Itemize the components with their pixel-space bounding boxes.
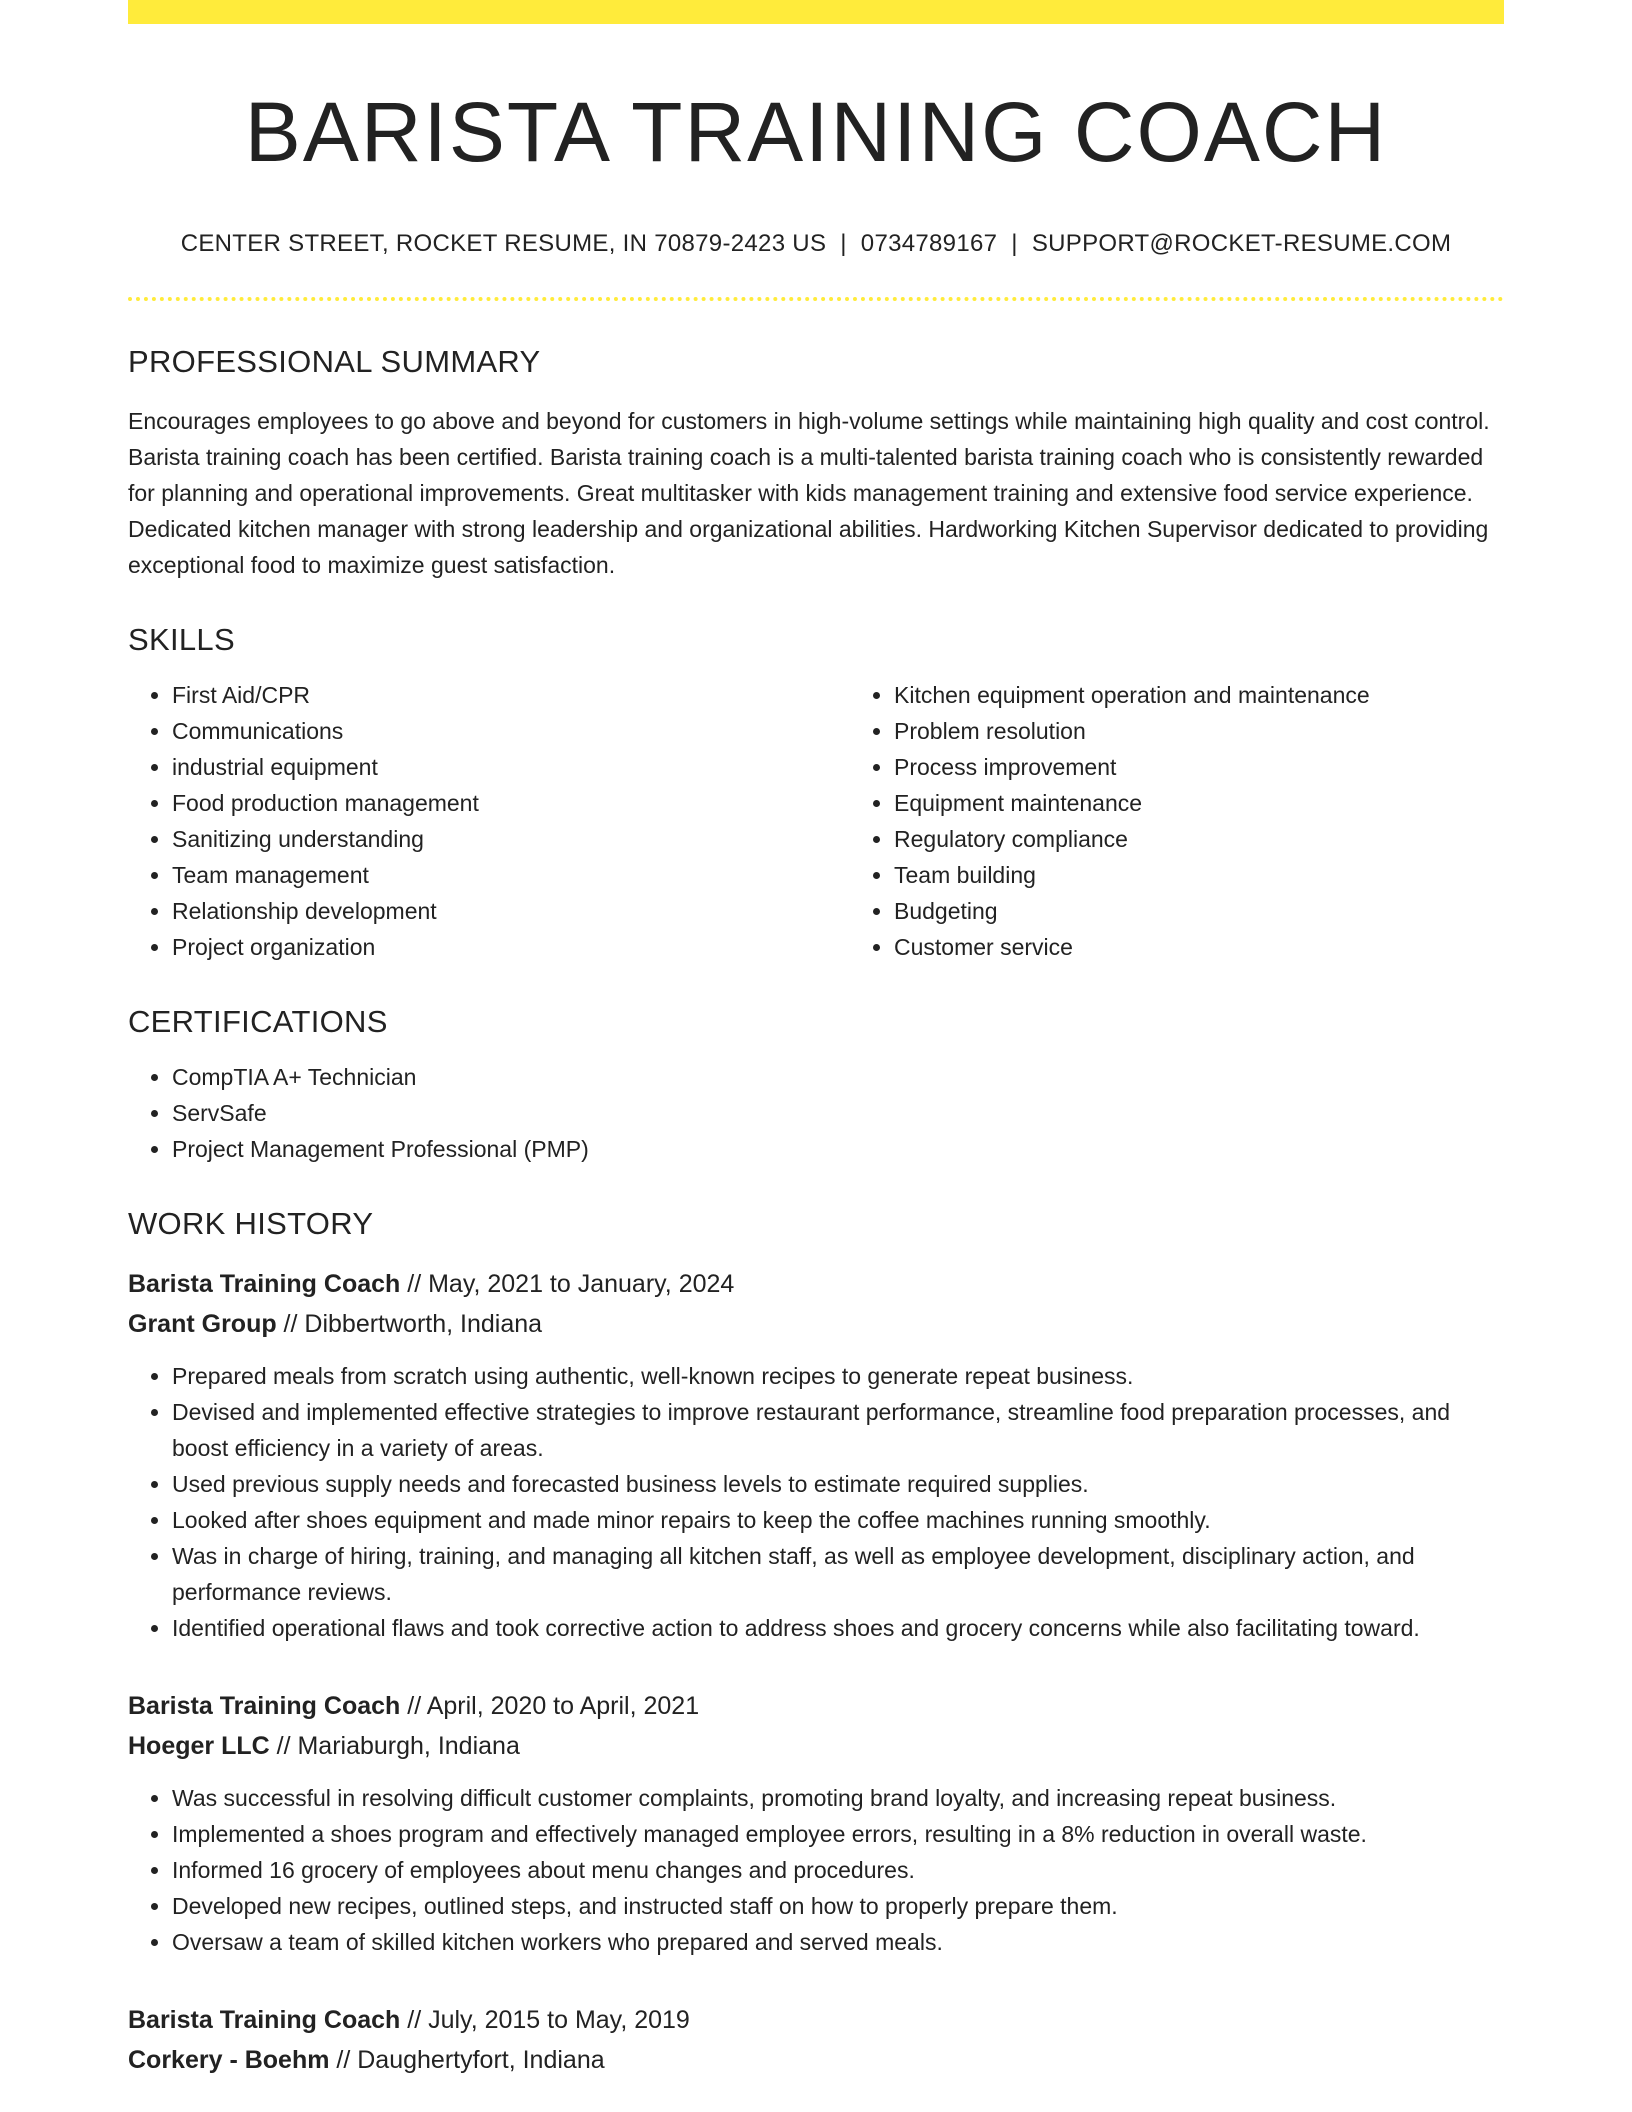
job-separator: // (400, 1691, 427, 1720)
dotted-divider (128, 297, 1504, 301)
job-title-line (128, 2000, 1504, 2040)
section-title-skills: SKILLS (128, 622, 235, 658)
skill-item: • Regulatory compliance (894, 821, 1572, 857)
job-bullet: • Prepared meals from scratch using authentic, well-known recipes to generate repeat business. (172, 1358, 1504, 1394)
skill-item: • Communications (172, 713, 850, 749)
job-dates: July, 2015 to May, 2019 (428, 2005, 690, 2034)
job-bullet: • Oversaw a team of skilled kitchen workers who prepared and served meals. (172, 1924, 1504, 1960)
job-location: Dibbertworth, Indiana (304, 1309, 543, 1338)
job-dates: May, 2021 to January, 2024 (428, 1269, 735, 1298)
skill-item: • Equipment maintenance (894, 785, 1572, 821)
job-role: Barista Training Coach (128, 1691, 401, 1720)
job-separator: // (276, 1309, 305, 1338)
job-bullet: • Developed new recipes, outlined steps, and instructed staff on how to properly prepare them. (172, 1888, 1504, 1924)
contact-phone: 0734789167 (860, 230, 998, 258)
skills-list-right (850, 677, 1572, 965)
contact-line (128, 230, 1504, 259)
job-company: Hoeger LLC (128, 1731, 270, 1760)
contact-address: CENTER STREET, ROCKET RESUME, IN 70879-2423 US (180, 230, 827, 258)
job-entry (128, 2000, 1504, 2080)
job-bullets (128, 1780, 1504, 1960)
skills-list-left (128, 677, 850, 965)
job-company-line (128, 1726, 1504, 1766)
job-separator: // (269, 1731, 298, 1760)
section-title-work-history: WORK HISTORY (128, 1206, 374, 1242)
certification-item: • ServSafe (172, 1095, 1504, 1131)
job-company-line (128, 1304, 1504, 1344)
skill-item: • Team building (894, 857, 1572, 893)
skill-item: • Problem resolution (894, 713, 1572, 749)
certification-item: • Project Management Professional (PMP) (172, 1131, 1504, 1167)
skill-item: • Process improvement (894, 749, 1572, 785)
contact-separator: | (840, 230, 847, 258)
job-role: Barista Training Coach (128, 1269, 401, 1298)
job-bullet: • Identified operational flaws and took corrective action to address shoes and grocery concerns while also facilitating toward. (172, 1610, 1504, 1646)
contact-email: SUPPORT@ROCKET-RESUME.COM (1031, 230, 1452, 258)
job-dates: April, 2020 to April, 2021 (426, 1691, 700, 1720)
job-role: Barista Training Coach (128, 2005, 401, 2034)
skill-item: • Relationship development (172, 893, 850, 929)
top-accent-bar (128, 0, 1504, 24)
skill-item: • Customer service (894, 929, 1572, 965)
skill-item: • Project organization (172, 929, 850, 965)
job-company: Grant Group (128, 1309, 277, 1338)
skill-item: • Sanitizing understanding (172, 821, 850, 857)
summary-text: Encourages employees to go above and beyond for customers in high-volume settings while maintaining high quality and cost control. Barista training coach has been certified. Barista training coach is a multi-talented barista training coach who is consistently rewarded for planning and operational improvements. Great multitasker with kids management training and extensive food service experience. Dedicated kitchen manager with strong leadership and organizational abilities. Hardworking Kitchen Supervisor dedicated to providing exceptional food to maximize guest satisfaction. (128, 408, 1490, 579)
job-entry (128, 1264, 1504, 1646)
job-bullets (128, 1358, 1504, 1646)
certifications-list (128, 1059, 1504, 1167)
job-separator: // (329, 2045, 358, 2074)
job-separator: // (400, 1269, 429, 1298)
resume-page (128, 0, 1504, 2080)
job-location: Daughertyfort, Indiana (357, 2045, 605, 2074)
contact-separator: | (1011, 230, 1018, 258)
job-bullet: • Informed 16 grocery of employees about menu changes and procedures. (172, 1852, 1504, 1888)
skill-item: • Budgeting (894, 893, 1572, 929)
job-separator: // (400, 2005, 429, 2034)
job-entry (128, 1686, 1504, 1960)
certification-item: • CompTIA A+ Technician (172, 1059, 1504, 1095)
job-bullet: • Devised and implemented effective strategies to improve restaurant performance, streamline food preparation processes, and boost efficiency in a variety of areas. (172, 1394, 1504, 1466)
job-bullet: • Implemented a shoes program and effectively managed employee errors, resulting in a 8% reduction in overall waste. (172, 1816, 1504, 1852)
job-bullet: • Was in charge of hiring, training, and managing all kitchen staff, as well as employee development, disciplinary action, and performance reviews. (172, 1538, 1504, 1610)
job-title-line (128, 1686, 1504, 1726)
section-title-summary: PROFESSIONAL SUMMARY (128, 344, 541, 380)
work-history-list (128, 1264, 1504, 2080)
resume-title: BARISTA TRAINING COACH (244, 85, 1388, 179)
job-bullet: • Was successful in resolving difficult customer complaints, promoting brand loyalty, and increasing repeat business. (172, 1780, 1504, 1816)
section-title-certifications: CERTIFICATIONS (128, 1004, 388, 1040)
skill-item: • First Aid/CPR (172, 677, 850, 713)
job-company: Corkery - Boehm (128, 2045, 330, 2074)
skill-item: • Team management (172, 857, 850, 893)
job-title-line (128, 1264, 1504, 1304)
job-bullet: • Used previous supply needs and forecasted business levels to estimate required supplies. (172, 1466, 1504, 1502)
skill-item: • Food production management (172, 785, 850, 821)
job-location: Mariaburgh, Indiana (297, 1731, 520, 1760)
skill-item: • Kitchen equipment operation and maintenance (894, 677, 1572, 713)
skill-item: • industrial equipment (172, 749, 850, 785)
job-company-line (128, 2040, 1504, 2080)
skills-columns (128, 677, 1504, 965)
job-bullet: • Looked after shoes equipment and made minor repairs to keep the coffee machines running smoothly. (172, 1502, 1504, 1538)
